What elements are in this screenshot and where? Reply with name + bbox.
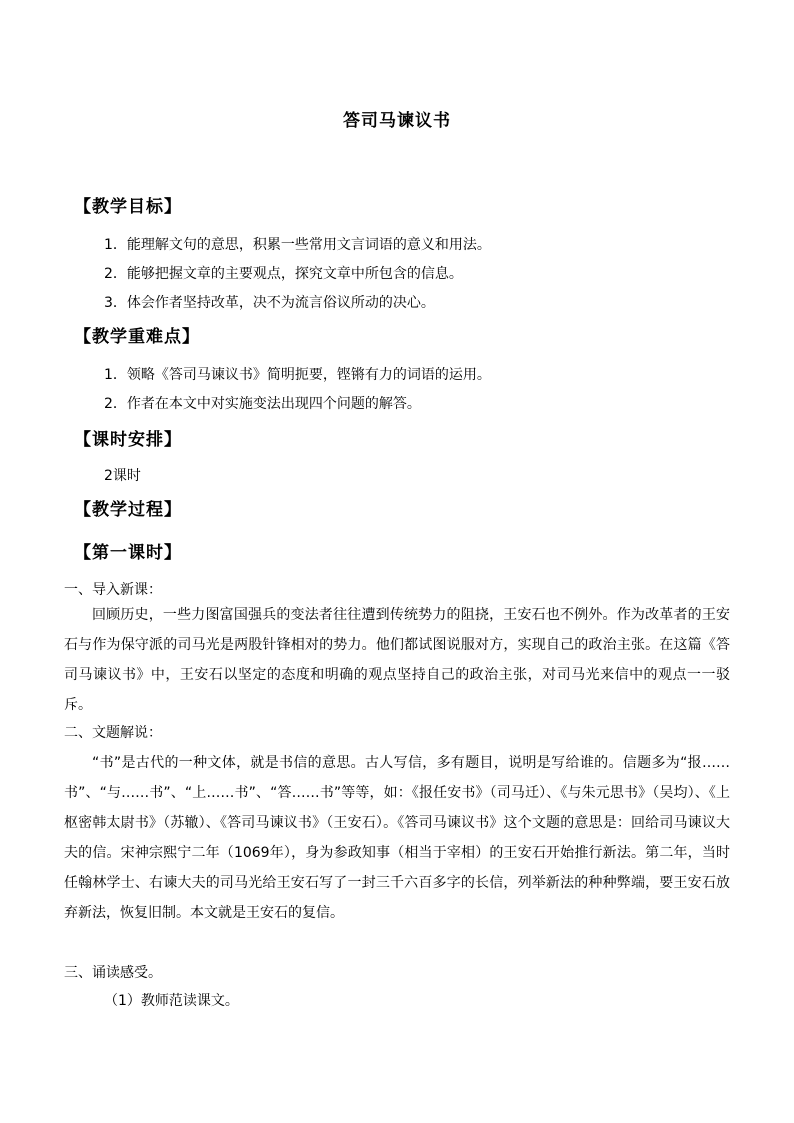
difficulty-item: 1．领略《答司马谏议书》简明扼要，铿锵有力的词语的运用。: [104, 367, 491, 383]
objective-item: 1．能理解文句的意思，积累一些常用文言词语的意义和用法。: [104, 237, 491, 253]
lesson1-heading: 【第一课时】: [74, 543, 182, 563]
schedule-heading: 【课时安排】: [74, 430, 182, 450]
section-label-reading: 三、诵读感受。: [64, 965, 162, 981]
reading-step: （1）教师范读课文。: [104, 993, 239, 1009]
objectives-heading: 【教学目标】: [74, 197, 182, 217]
difficulty-item: 2．作者在本文中对实施变法出现四个问题的解答。: [104, 396, 421, 412]
objective-item: 3．体会作者坚持改革，决不为流言俗议所动的决心。: [104, 295, 435, 311]
difficulties-heading: 【教学重难点】: [74, 327, 200, 347]
objective-item: 2．能够把握文章的主要观点，探究文章中所包含的信息。: [104, 266, 463, 282]
section-label-title-explanation: 二、文题解说：: [64, 725, 162, 741]
title-explanation-paragraph: “书”是古代的一种文体，就是书信的意思。古人写信，多有题目，说明是写给谁的。信题多为“报……书”、“与……书”、“上……书”、“答……书”等等，如：《报任安书》（司马迁）、《与朱元思书》（吴均）、《上枢密韩太尉书》（苏辙）、《答司马谏议书》（王安石）。《答司马谏议书》这个文题的意思是：回给司马谏议大夫的信。宋神宗熙宁二年（1069年），身为参政知事（相当于宰相）的王安石开始推行新法。第二年，当时任翰林学士、右谏大夫的司马光给王安石写了一封三千六百多字的长信，列举新法的种种弊端，要王安石放弃新法，恢复旧制。本文就是王安石的复信。: [64, 755, 730, 921]
section-label-intro: 一、导入新课：: [64, 582, 162, 598]
schedule-value: 2课时: [104, 468, 141, 484]
document-title: 答司马谏议书: [343, 111, 451, 131]
process-heading: 【教学过程】: [74, 500, 182, 520]
intro-paragraph: 回顾历史，一些力图富国强兵的变法者往往遭到传统势力的阻挠，王安石也不例外。作为改革者的王安石与作为保守派的司马光是两股针锋相对的势力。他们都试图说服对方，实现自己的政治主张。在这篇《答司马谏议书》中，王安石以坚定的态度和明确的观点坚持自己的政治主张，对司马光来信中的观点一一驳斥。: [64, 607, 730, 713]
